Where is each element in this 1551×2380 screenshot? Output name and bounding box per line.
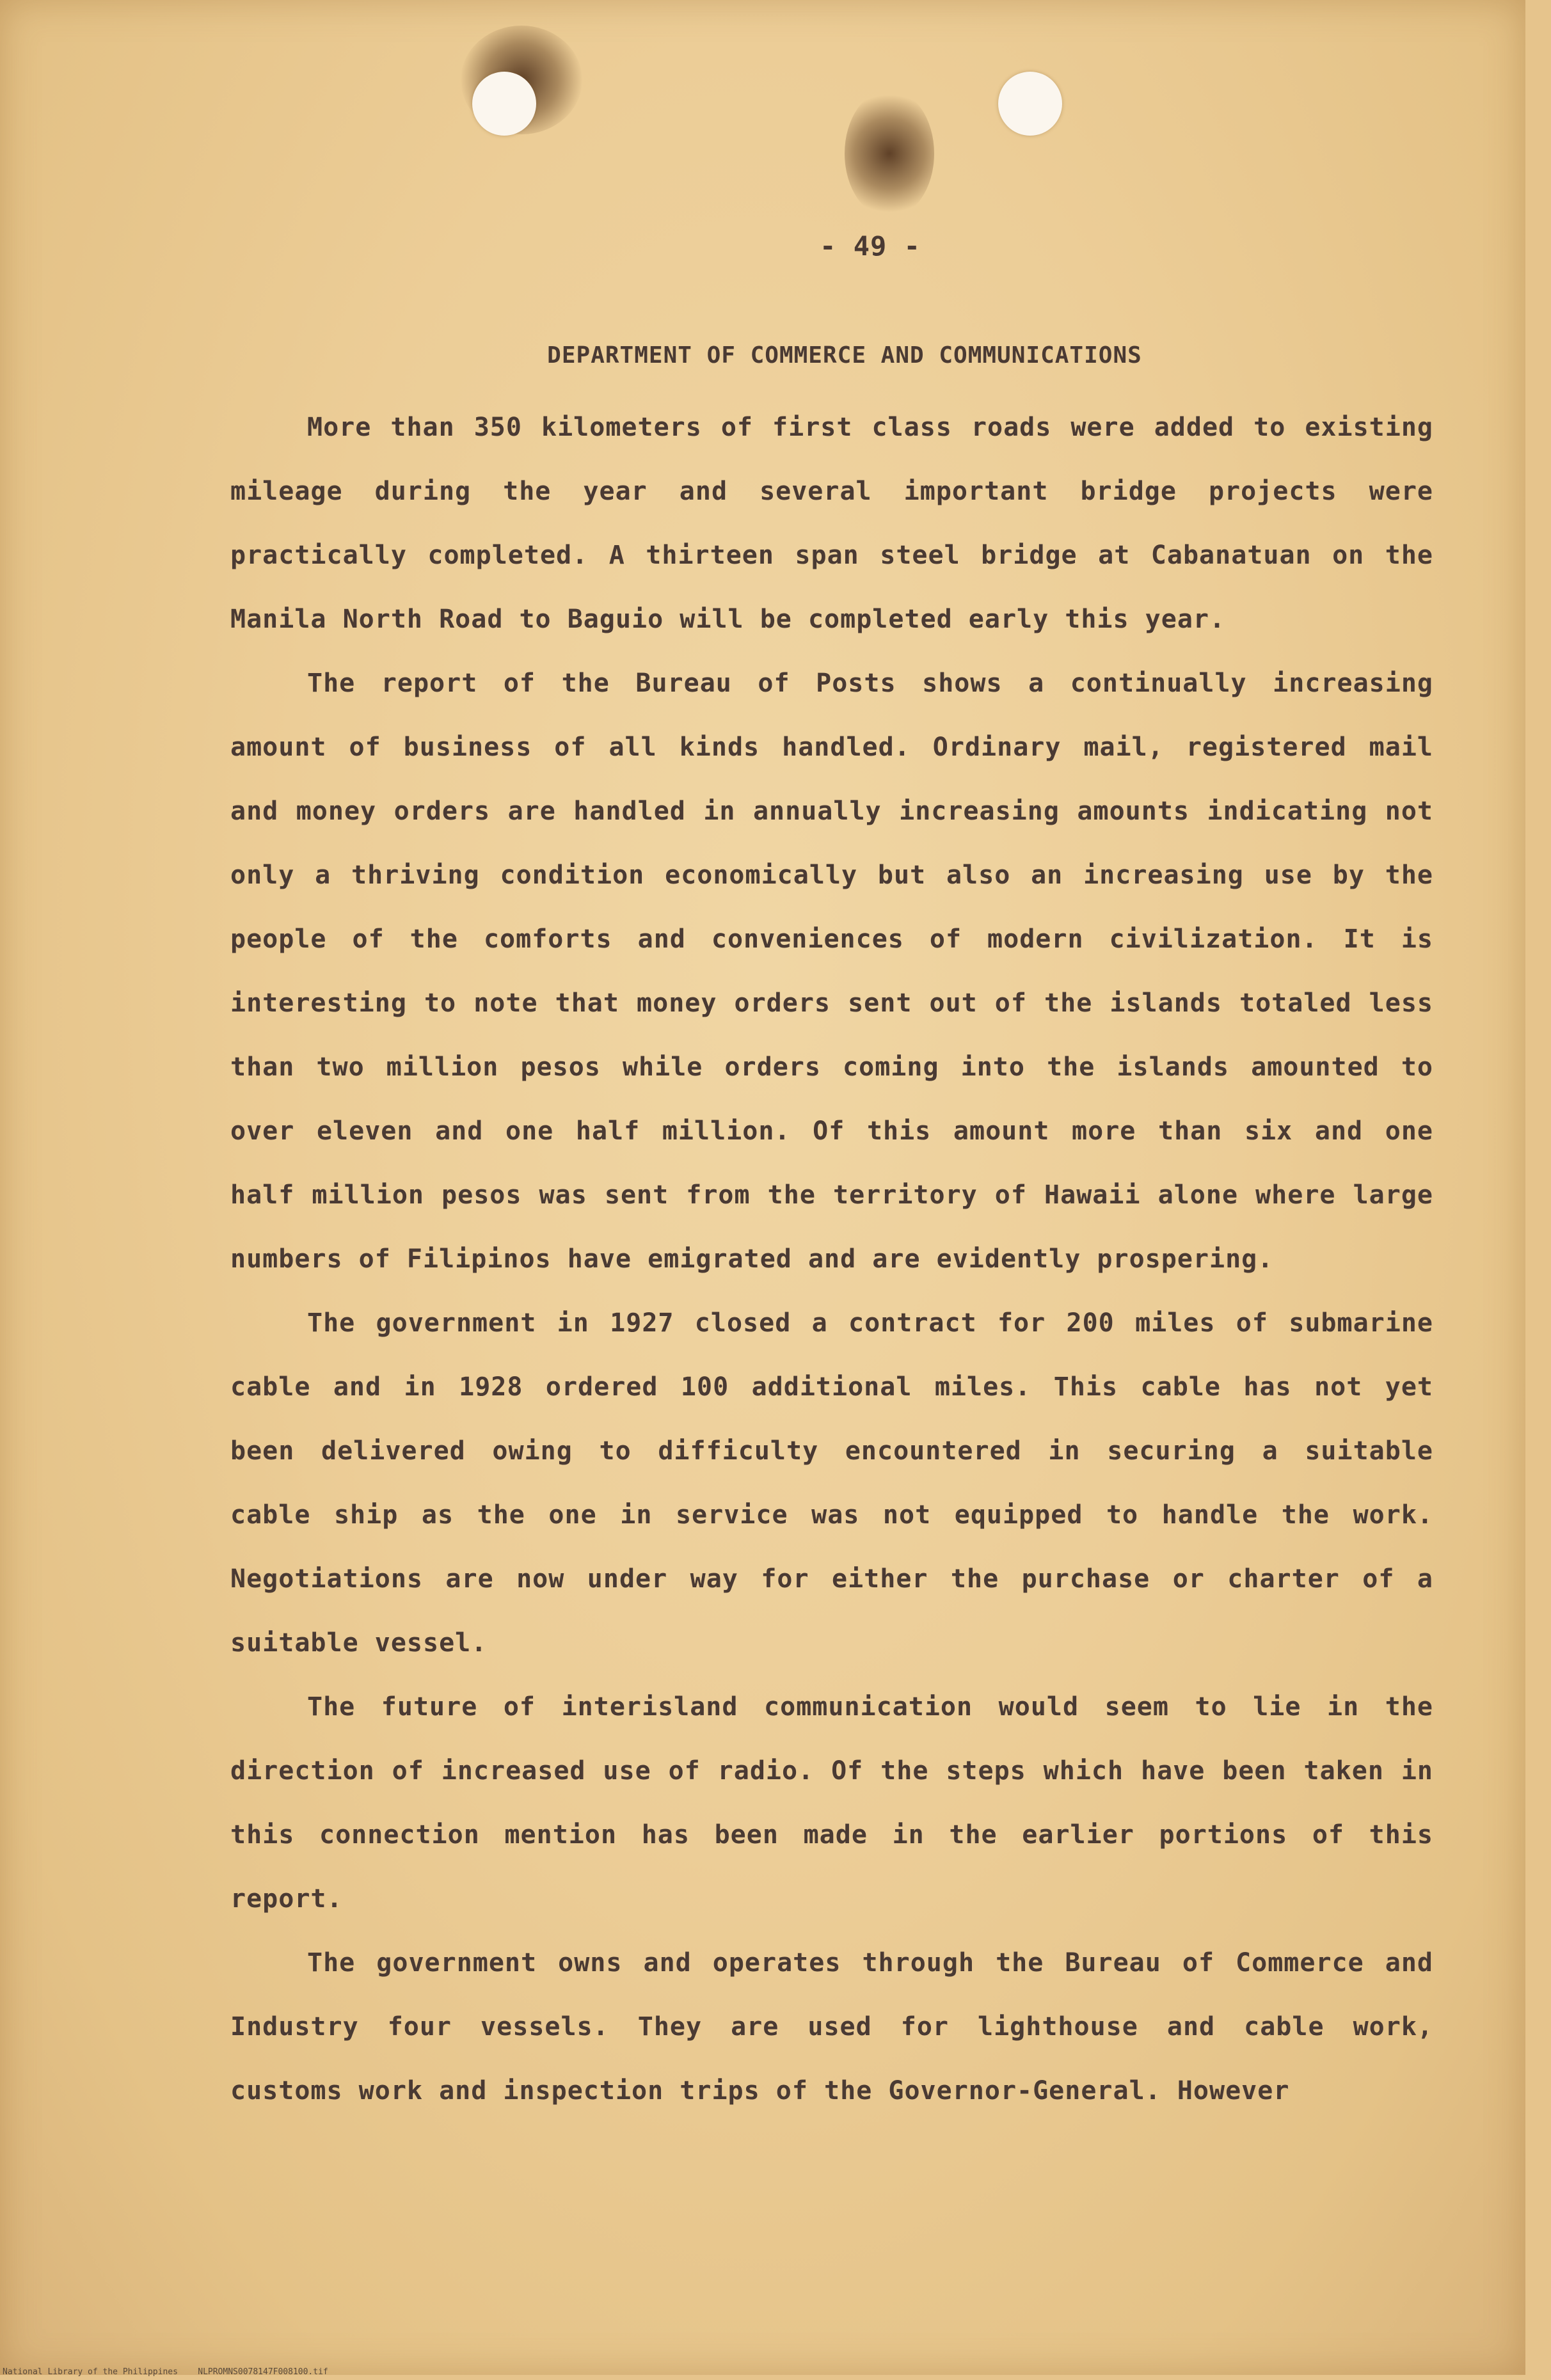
- scan-footer: [3, 2367, 328, 2377]
- section-title: DEPARTMENT OF COMMERCE AND COMMUNICATIONS: [547, 342, 1142, 369]
- ink-smudge: [845, 90, 934, 218]
- footer-library: National Library of the Philippines: [3, 2367, 178, 2377]
- punch-hole: [998, 72, 1062, 136]
- paragraph-radio: The future of interisland communication would seem to lie in the direction of increased use of radio. Of the steps which have been taken in this connection mention has been made in the earlier portions of this report.: [230, 1692, 1433, 1914]
- paragraph-roads: More than 350 kilometers of first class roads were added to existing mileage during the year and several important bridge projects were practically completed. A thirteen span steel bridge at Cabanatuan on the Manila North Road to Baguio will be completed early this year.: [230, 413, 1433, 634]
- paragraph-cable: The government in 1927 closed a contract for 200 miles of submarine cable and in 1928 ordered 100 additional miles. This cable has not yet been delivered owing to difficulty encountered in securing a suitable cable ship as the one in service was not equipped to handle the work. Negotiations are now under way for either the purchase or charter of a suitable vessel.: [230, 1308, 1433, 1658]
- footer-file-id: NLPROMNS0078147F008100.tif: [198, 2367, 328, 2377]
- page-number: - 49 -: [820, 230, 921, 262]
- paragraph-posts: The report of the Bureau of Posts shows a continually increasing amount of business of all kinds handled. Ordinary mail, registered mail and money orders are handled in annually increasing amounts indicating not only a thriving condition economically but also an increasing use by the people of the comforts and conveniences of modern civilization. It is interesting to note that money orders sent out of the islands totaled less than two million pesos while orders coming into the islands amounted to over eleven and one half million. Of this amount more than six and one half million pesos was sent from the territory of Hawaii alone where large numbers of Filipinos have emigrated and are evidently prospering.: [230, 669, 1433, 1274]
- punch-hole: [472, 72, 536, 136]
- document-body: [230, 230, 1433, 2123]
- paragraph-vessels: The government owns and operates through the Bureau of Commerce and Industry four vessels. They are used for lighthouse and cable work, customs work and inspection trips of the Governor-General. However: [230, 1948, 1433, 2106]
